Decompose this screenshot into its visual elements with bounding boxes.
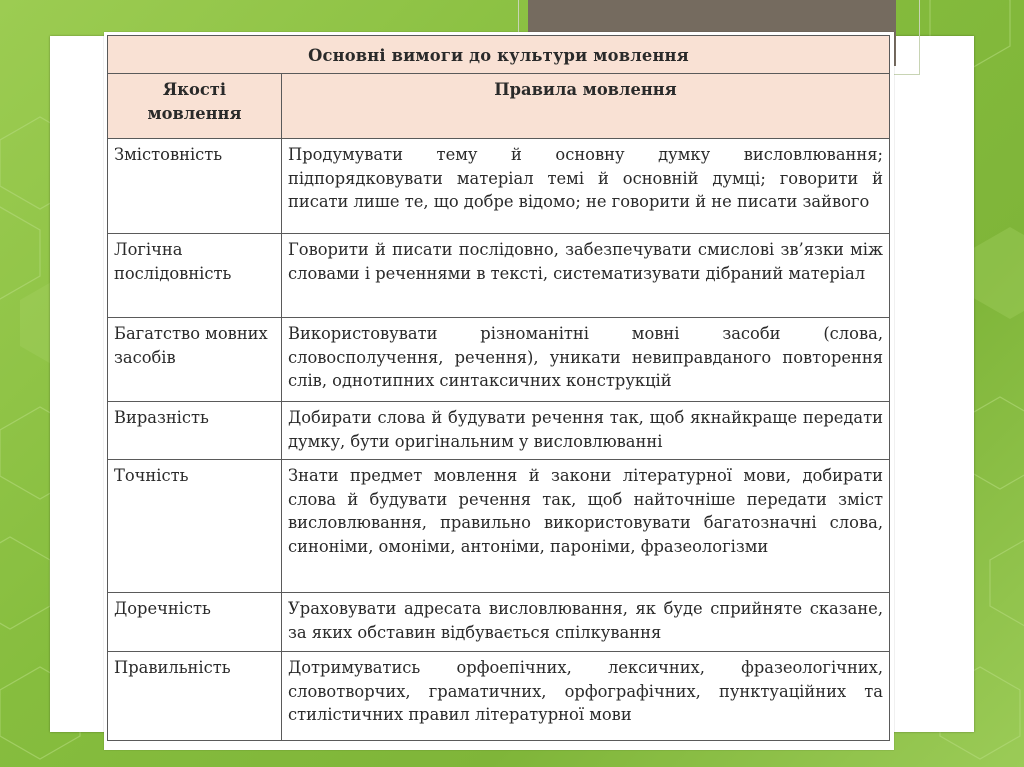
table-row <box>108 460 890 593</box>
table-row <box>108 652 890 741</box>
header-qualities-label: Якості мовлення <box>147 80 242 123</box>
quality-cell: Точність <box>108 460 282 593</box>
rule-cell: Знати предмет мовлення й закони літературної мови, добирати слова й будувати речення так, щоб найточніше передати зміст висловлювання, правильно використовувати багатозначні слова, синоніми, омоніми, антоніми, пароніми, фразеологізми <box>282 460 890 593</box>
quality-cell: Багатство мовних засобів <box>108 318 282 402</box>
rule-cell: Дотримуватись орфоепічних, лексичних, фразеологічних, словотворчих, граматичних, орфографічних, пунктуаційних та стилістичних правил літературної мови <box>282 652 890 741</box>
table-row <box>108 318 890 402</box>
table-row <box>108 593 890 652</box>
rule-cell: Використовувати різноманітні мовні засоби (слова, словосполучення, речення), уникати невиправданого повторення слів, однотипних синтаксичних конструкцій <box>282 318 890 402</box>
table-row <box>108 402 890 460</box>
quality-cell: Змістовність <box>108 139 282 234</box>
table-title-row <box>108 36 890 74</box>
quality-cell: Логічна послідовність <box>108 234 282 318</box>
table-title: Основні вимоги до культури мовлення <box>108 36 890 74</box>
header-qualities <box>108 74 282 139</box>
quality-cell: Доречність <box>108 593 282 652</box>
quality-cell: Правильність <box>108 652 282 741</box>
rule-cell: Продумувати тему й основну думку висловлювання; підпорядковувати матеріал темі й основній думці; говорити й писати лише те, що добре відомо; не говорити й не писати зайвого <box>282 139 890 234</box>
header-rules: Правила мовлення <box>282 74 890 139</box>
speech-culture-table <box>107 35 890 741</box>
speech-culture-table-image <box>104 32 894 750</box>
table-row <box>108 139 890 234</box>
quality-cell: Виразність <box>108 402 282 460</box>
table-row <box>108 234 890 318</box>
rule-cell: Говорити й писати послідовно, забезпечувати смислові зв’язки між словами і реченнями в тексті, систематизувати дібраний матеріал <box>282 234 890 318</box>
rule-cell: Добирати слова й будувати речення так, щоб якнайкраще передати думку, бути оригінальним у висловлюванні <box>282 402 890 460</box>
table-header-row <box>108 74 890 139</box>
rule-cell: Ураховувати адресата висловлювання, як буде сприйняте сказане, за яких обставин відбувається спілкування <box>282 593 890 652</box>
